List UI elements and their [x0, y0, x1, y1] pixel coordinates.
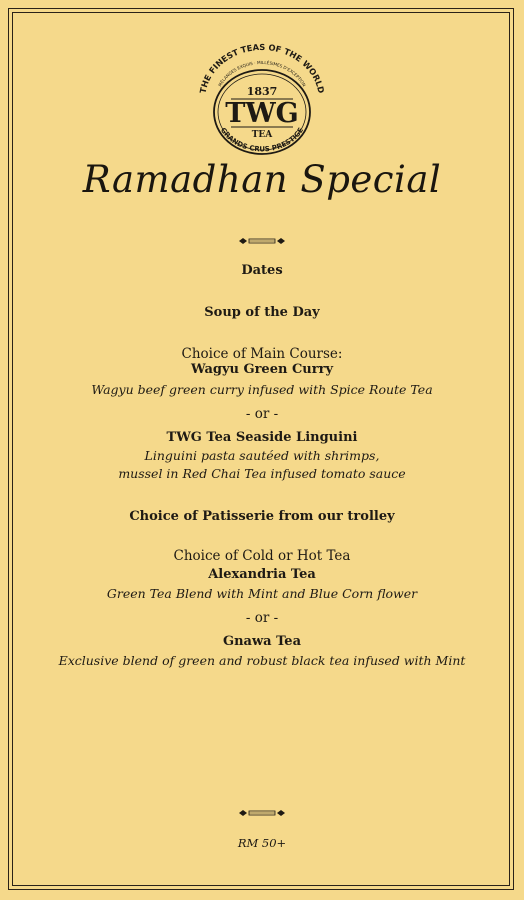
tea-2-description: Exclusive blend of green and robust black tea infused with Mint [58, 653, 466, 668]
logo-brand: TWG [225, 98, 299, 129]
twg-logo [187, 38, 337, 168]
main-course-2-description-line1: Linguini pasta sautéed with shrimps, [144, 448, 380, 463]
logo-year: 1837 [246, 85, 278, 98]
menu-item-patisserie: Choice of Patisserie from our trolley [129, 509, 395, 524]
logo-bottom-text: GRANDS CRUS PRESTIGE [218, 126, 306, 154]
tea-2-name: Gnawa Tea [223, 634, 301, 649]
logo-tea: TEA [251, 130, 273, 140]
or-separator-1: - or - [245, 406, 279, 422]
or-separator-2: - or - [245, 610, 279, 626]
menu-item-dates: Dates [241, 263, 283, 278]
main-course-2-name: TWG Tea Seaside Linguini [166, 430, 358, 445]
ornament-divider-bottom [237, 808, 287, 818]
main-course-1-name: Wagyu Green Curry [190, 362, 334, 377]
tea-1-description: Green Tea Blend with Mint and Blue Corn flower [106, 586, 418, 601]
price-label: RM 50+ [237, 836, 287, 850]
logo-small-text: MÉLANGES EXQUIS · MILLÉSIMES D'EXCEPTION [217, 59, 307, 88]
main-course-heading: Choice of Main Course: [181, 346, 343, 362]
main-course-2-description-line2: mussel in Red Chai Tea infused tomato sauce [118, 466, 406, 481]
page-title: Ramadhan Special [82, 158, 442, 201]
ornament-divider-top [237, 236, 287, 246]
tea-1-name: Alexandria Tea [208, 567, 316, 582]
main-course-1-description: Wagyu beef green curry infused with Spice Route Tea [91, 382, 433, 397]
logo-arc-text: THE FINEST TEAS OF THE WORLD [197, 41, 327, 95]
menu-item-soup: Soup of the Day [204, 305, 320, 320]
tea-heading: Choice of Cold or Hot Tea [173, 548, 351, 564]
